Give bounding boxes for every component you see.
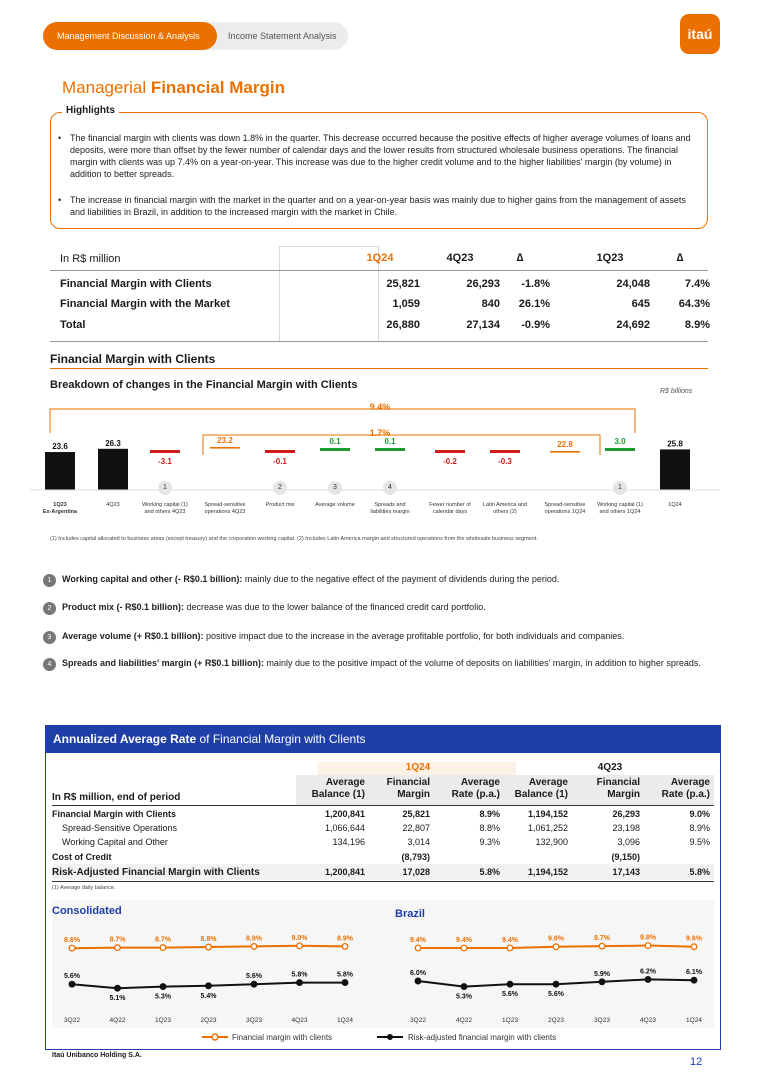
waterfall-value: -0.1 [273, 457, 287, 466]
line-label: 8.6% [64, 937, 80, 945]
highlight-bullet-2: • The increase in financial margin with the market in the quarter and on a year-on-year basis was mainly due to higher gains from the management of assets and liabilities in Brazil, in addition to the increased margin with the market in Chile. [58, 194, 703, 218]
note-number: 4 [43, 658, 56, 671]
rate-cell: 8.9% [689, 823, 710, 833]
row-value: 26,293 [466, 278, 500, 290]
waterfall-category: Spread-sensitive operations 1Q24 [544, 502, 586, 515]
line-point [507, 981, 513, 987]
waterfall-category: Working capital (1) and others 1Q24 [597, 502, 643, 515]
rate-col-header: Financial Margin [596, 777, 640, 800]
fmc-subheading: Breakdown of changes in the Financial Margin with Clients [50, 379, 358, 391]
rate-cell: 1,066,644 [324, 823, 365, 833]
rate-cell: 23,198 [612, 823, 640, 833]
line-point [553, 981, 559, 987]
rate-cell: (8,793) [401, 852, 430, 862]
rate-cell: 9.3% [479, 837, 500, 847]
row-value: 8.9% [684, 319, 710, 331]
driver-number: 4 [383, 481, 397, 495]
rate-col-header: Average Rate (p.a.) [661, 777, 710, 800]
rate-cell: 1,200,841 [324, 867, 365, 877]
line-point [206, 944, 212, 950]
rate-row-label: Spread-Sensitive Operations [62, 823, 178, 833]
rate-cell: 1,194,152 [527, 867, 568, 877]
note-number: 1 [43, 574, 56, 587]
waterfall-bar [98, 449, 128, 490]
main-table-header: In R$ million 1Q24 4Q23 ∆ 1Q23 ∆ [60, 252, 684, 265]
line-point [69, 981, 75, 987]
rate-row-label: Working Capital and Other [62, 837, 168, 847]
waterfall-category: 1Q23 Ex-Argentina [42, 502, 78, 515]
rate-cell: 9.0% [689, 809, 710, 819]
line-point [342, 980, 348, 986]
waterfall-bar [45, 452, 75, 490]
line-label: 5.6% [246, 973, 262, 981]
line-label: 9.4% [502, 936, 518, 944]
waterfall-bar [210, 447, 240, 449]
line-point [599, 943, 605, 949]
x-tick: 4Q22 [456, 1017, 472, 1024]
x-tick: 3Q22 [410, 1017, 426, 1024]
waterfall-bar [660, 449, 690, 490]
footer-company: Itaú Unibanco Holding S.A. [52, 1052, 142, 1059]
waterfall-value: -3.1 [158, 457, 172, 466]
rate-cell: 1,061,252 [527, 823, 568, 833]
rate-cell: 1,194,152 [527, 809, 568, 819]
row-value: 25,821 [386, 278, 420, 290]
rate-cell: 5.8% [689, 867, 710, 877]
line-label: 9.7% [594, 935, 610, 943]
line-point [160, 945, 166, 951]
line-label: 5.8% [337, 971, 353, 979]
rate-row-label: Cost of Credit [52, 852, 112, 862]
rate-cell: 134,196 [332, 837, 365, 847]
waterfall-value: -0.3 [498, 457, 512, 466]
rate-col-header: Average Balance (1) [311, 777, 365, 800]
line-point [645, 977, 651, 983]
bracket-inner [203, 435, 600, 455]
rate-footnote: (1) Average daily balance. [52, 885, 116, 891]
note-number: 3 [43, 631, 56, 644]
waterfall-value: 25.8 [667, 439, 683, 449]
x-tick: 4Q22 [109, 1017, 126, 1024]
waterfall-category: 1Q24 [668, 502, 682, 508]
line-label: 9.6% [548, 935, 564, 943]
highlight-bullet-1: • The financial margin with clients was down 1.8% in the quarter. This decrease occurred because the positive effects of higher average volumes of loans and deposits, were more than offset by the fewer number of calendar days and the lower results from structured wholesale business operations. The financial margin with clients was up 7.4% on a year-on-year. This increase was due to the higher credit volume and to the higher liabilities' margin (by volume) in addition to better spreads. [58, 132, 703, 180]
line-label: 9.6% [686, 935, 702, 943]
row-value: 24,048 [616, 278, 650, 290]
tab-income-statement[interactable]: Income Statement Analysis [228, 31, 337, 41]
waterfall-value: 0.1 [384, 437, 396, 446]
legend-risk: Risk-adjusted financial margin with clients [408, 1033, 557, 1042]
main-table-row [50, 276, 708, 296]
driver-number: 1 [158, 481, 172, 495]
line-point [553, 944, 559, 950]
row-value: 24,692 [616, 319, 650, 331]
line-point [415, 978, 421, 984]
row-value: 26,880 [386, 319, 420, 331]
rate-cell: (9,150) [611, 852, 640, 862]
fmc-heading: Financial Margin with Clients [50, 352, 216, 366]
waterfall-category: Spread-sensitive operations 4Q23 [204, 502, 246, 515]
rate-cell: 17,143 [612, 867, 640, 877]
x-tick: 3Q23 [246, 1017, 262, 1024]
rate-q2: 4Q23 [597, 762, 623, 773]
legend-fm: Financial margin with clients [232, 1033, 333, 1042]
line-point [115, 945, 121, 951]
x-tick: 3Q22 [64, 1017, 80, 1024]
waterfall-value: 3.0 [614, 437, 626, 446]
bracket-outer [50, 409, 635, 433]
x-tick: 4Q23 [640, 1017, 656, 1024]
waterfall-bar [320, 448, 350, 451]
main-table-row [50, 296, 708, 316]
waterfall-category: Fewer number of calendar days [429, 502, 471, 515]
line-point [160, 984, 166, 990]
line-point [691, 944, 697, 950]
line-label: 8.8% [200, 936, 217, 943]
line-label: 8.9% [337, 935, 353, 943]
line-label: 5.9% [594, 970, 610, 978]
line-point [645, 943, 651, 949]
fmc-footnote: (1) Includes capital allocated to business areas (except treasury) and the corporation working capital. (2) Includes Latin America margin and structured operations from the wholesale business segment. [50, 536, 538, 542]
line-point [691, 977, 697, 983]
rate-cell: 9.5% [689, 837, 710, 847]
rate-cell: 5.8% [479, 867, 500, 877]
highlights-label: Highlights [62, 105, 119, 116]
x-tick: 2Q23 [200, 1017, 217, 1024]
line-point [251, 944, 257, 950]
pct-inner: 1.7% [369, 428, 391, 438]
line-label: 6.2% [640, 968, 656, 976]
tab-management-discussion[interactable]: Management Discussion & Analysis [43, 22, 217, 50]
row-value: -0.9% [521, 319, 550, 331]
line-label: 6.0% [410, 970, 426, 977]
rate-header: Annualized Average Rate of Financial Margin with Clients [45, 725, 721, 753]
consolidated-title: Consolidated [52, 905, 122, 917]
rate-cell: 3,096 [617, 837, 640, 847]
row-value: -1.8% [521, 278, 550, 290]
line-label: 5.3% [456, 993, 472, 1001]
driver-number: 2 [273, 481, 287, 495]
row-value: 26.1% [518, 298, 550, 310]
line-label: 6.1% [686, 969, 702, 977]
rate-cell: 132,900 [535, 837, 568, 847]
line-label: 5.3% [155, 993, 171, 1001]
rate-cell: 17,028 [402, 867, 430, 877]
x-tick: 3Q23 [594, 1017, 610, 1024]
waterfall-category: Average volume [315, 502, 355, 508]
x-tick: 2Q23 [548, 1017, 564, 1024]
line-point [507, 945, 513, 951]
line-label: 5.4% [200, 992, 217, 1000]
pct-outer: 9.4% [369, 402, 391, 412]
line-point [251, 981, 257, 987]
waterfall-category: Product mix [265, 502, 295, 508]
line-point [461, 945, 467, 951]
note-text: Working capital and other (- R$0.1 billion): mainly due to the negative effect of the payment of dividends during the period. [62, 574, 560, 584]
note-number: 2 [43, 602, 56, 615]
line-label: 9.8% [640, 934, 656, 942]
rate-cell: 1,200,841 [324, 809, 365, 819]
waterfall-value: 23.6 [52, 442, 68, 452]
x-tick: 4Q23 [291, 1017, 308, 1024]
line-label: 5.6% [548, 991, 564, 999]
line-label: 8.7% [155, 936, 171, 944]
line-point [69, 945, 75, 951]
rate-period-label: In R$ million, end of period [52, 792, 181, 803]
waterfall-category: 4Q23 [106, 502, 120, 508]
itau-logo: itaú [680, 14, 720, 54]
line-label: 9.4% [456, 936, 472, 944]
note-text: Product mix (- R$0.1 billion): decrease was due to the lower balance of the financed credit card portfolio. [62, 602, 486, 612]
line-point [297, 943, 303, 949]
x-tick: 1Q23 [502, 1017, 518, 1024]
brazil-title: Brazil [395, 908, 425, 920]
unit-label: R$ billions [660, 388, 693, 395]
waterfall-value: 26.3 [105, 438, 121, 448]
rate-col-header: Average Rate (p.a.) [451, 777, 500, 800]
rate-cell: 22,807 [402, 823, 430, 833]
waterfall-value: 22.8 [557, 440, 573, 449]
row-value: 645 [631, 298, 650, 310]
main-table-row [50, 317, 708, 337]
waterfall-bar [490, 450, 520, 453]
line-label: 5.8% [291, 971, 308, 979]
note-text: Average volume (+ R$0.1 billion): positive impact due to the increase in the average profitable portfolio, for both individuals and companies. [62, 631, 625, 641]
row-value: 7.4% [684, 278, 710, 290]
waterfall-bar [150, 450, 180, 453]
line-label: 8.9% [246, 935, 262, 943]
waterfall-category: Working capital (1) and others 4Q23 [142, 502, 188, 515]
waterfall-value: 23.2 [217, 436, 233, 445]
page-title: Managerial Financial Margin [62, 78, 285, 97]
line-label: 8.7% [109, 936, 126, 944]
rate-q1: 1Q24 [405, 762, 431, 773]
waterfall-bar [435, 450, 465, 453]
row-value: 840 [481, 298, 500, 310]
rate-row-label: Financial Margin with Clients [52, 809, 177, 819]
row-label: Financial Margin with Clients [60, 278, 212, 290]
row-value: 27,134 [466, 319, 500, 331]
rate-row-label: Risk-Adjusted Financial Margin with Clients [52, 867, 260, 878]
line-point [415, 945, 421, 951]
line-label: 5.6% [64, 973, 80, 981]
line-point [206, 983, 212, 989]
note-text: Spreads and liabilities' margin (+ R$0.1 billion): mainly due to the positive impact of the volume of deposits on liabilities' margin, in addition to higher spreads. [62, 658, 701, 668]
line-point [599, 979, 605, 985]
row-value: 1,059 [392, 298, 420, 310]
rate-cell: 8.9% [479, 809, 500, 819]
line-point [342, 944, 348, 950]
driver-number: 3 [328, 481, 342, 495]
rate-col-header: Average Balance (1) [514, 777, 568, 800]
line-point [461, 984, 467, 990]
waterfall-bar [375, 448, 405, 451]
page-number: 12 [690, 1056, 703, 1068]
line-point [297, 980, 303, 986]
line-charts [40, 925, 720, 1030]
rate-col-header: Financial Margin [386, 777, 430, 800]
waterfall-bar [550, 451, 580, 453]
row-label: Financial Margin with the Market [60, 298, 230, 310]
waterfall-bar [605, 448, 635, 451]
line-label: 9.4% [410, 936, 426, 944]
driver-number: 1 [613, 481, 627, 495]
rate-cell: 3,014 [407, 837, 430, 847]
line-point [115, 985, 121, 991]
waterfall-value: -0.2 [443, 457, 457, 466]
waterfall-value: 0.1 [329, 437, 341, 446]
waterfall-category: Latin America and others (2) [482, 502, 528, 515]
row-label: Total [60, 319, 86, 331]
line-label: 5.6% [502, 991, 518, 999]
rate-cell: 25,821 [402, 809, 430, 819]
row-value: 64.3% [678, 298, 710, 310]
x-tick: 1Q24 [337, 1017, 353, 1024]
line-label: 5.1% [109, 995, 126, 1003]
waterfall-category: Spreads and liabilities margin [370, 502, 410, 515]
x-tick: 1Q24 [686, 1017, 702, 1024]
rate-cell: 8.8% [479, 823, 500, 833]
line-label: 9.0% [291, 934, 308, 942]
waterfall-bar [265, 450, 295, 453]
rate-cell: 26,293 [612, 809, 640, 819]
x-tick: 1Q23 [155, 1017, 171, 1024]
